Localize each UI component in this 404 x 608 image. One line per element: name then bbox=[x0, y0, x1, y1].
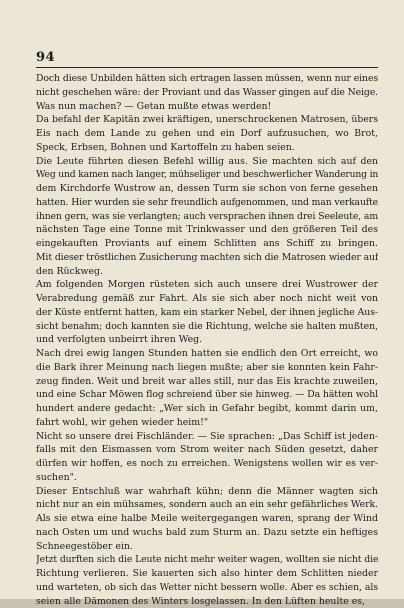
text-line: dürfen wir hoffen, es noch zu erreichen. Wenigstens wollen wir es ver- bbox=[36, 457, 378, 471]
paragraph bbox=[36, 553, 378, 608]
text-line: nächsten Tage eine Tonne mit Trinkwasser und den größeren Teil des bbox=[36, 223, 378, 237]
text-line: nicht geschehen wäre: der Proviant und das Wasser gingen auf die Neige. bbox=[36, 86, 378, 100]
text-line: Was nun machen? — Getan mußte etwas werden! bbox=[36, 100, 378, 114]
paragraph bbox=[36, 485, 378, 554]
text-line: zeug finden. Weit und breit war alles still, nur das Eis krachte zuweilen, bbox=[36, 375, 378, 389]
header-rule bbox=[36, 67, 378, 68]
paragraph bbox=[36, 72, 378, 113]
text-line: sicht benahm; doch kannten sie die Richtung, welche sie halten mußten, bbox=[36, 320, 378, 334]
text-line: und verfolgten unbeirrt ihren Weg. bbox=[36, 333, 378, 347]
paragraph bbox=[36, 155, 378, 279]
text-line: Mit dieser tröstlichen Zusicherung machten sich die Matrosen wieder auf bbox=[36, 251, 378, 265]
text-line: den Rückweg. bbox=[36, 265, 378, 279]
text-line: die Bark ihrer Meinung nach liegen mußte; aber sie konnten kein Fahr- bbox=[36, 361, 378, 375]
text-line: Weg und kamen nach langer, mühseliger und beschwerlicher Wanderung in bbox=[36, 168, 378, 182]
text-line: der Küste entfernt hatten, kam ein starker Nebel, der ihnen jegliche Aus- bbox=[36, 306, 378, 320]
text-line: Als sie etwa eine halbe Meile weitergegangen waren, sprang der Wind bbox=[36, 512, 378, 526]
text-line: Jetzt durften sich die Leute nicht mehr weiter wagen, wollten sie nicht die bbox=[36, 553, 378, 567]
body-text bbox=[36, 72, 378, 608]
text-line: ihnen gern, was sie verlangten; auch versprachen ihnen drei Seeleute, am bbox=[36, 210, 378, 224]
text-line: Richtung verlieren. Sie kauerten sich also hinter dem Schlitten nieder bbox=[36, 567, 378, 581]
paragraph bbox=[36, 278, 378, 347]
text-line: und warteten, ob sich das Wetter nicht bessern wolle. Aber es schien, als bbox=[36, 581, 378, 595]
paragraph bbox=[36, 347, 378, 430]
text-line: nach Osten um und wuchs bald zum Sturm an. Dazu setzte ein heftiges bbox=[36, 526, 378, 540]
text-line: Am folgenden Morgen rüsteten sich auch unsere drei Wustrower der bbox=[36, 278, 378, 292]
text-line: hatten. Hier wurden sie sehr freundlich aufgenommen, und man verkaufte bbox=[36, 196, 378, 210]
text-line: Schneegestöber ein. bbox=[36, 540, 378, 554]
text-line: falls mit den Eismassen vom Strom weiter nach Süden gesetzt, daher bbox=[36, 443, 378, 457]
text-line: Nicht so unsere drei Fischländer. — Sie sprachen: „Das Schiff ist jeden- bbox=[36, 430, 378, 444]
paragraph bbox=[36, 430, 378, 485]
text-line: Doch diese Unbilden hätten sich ertragen lassen müssen, wenn nur eines bbox=[36, 72, 378, 86]
paragraph bbox=[36, 113, 378, 154]
text-line: suchen". bbox=[36, 471, 378, 485]
text-line: Speck, Erbsen, Bohnen und Kartoffeln zu haben seien. bbox=[36, 141, 378, 155]
text-line: fahrt wohl, wir gehen wieder heim!" bbox=[36, 416, 378, 430]
text-line: Die Leute führten diesen Befehl willig aus. Sie machten sich auf den bbox=[36, 155, 378, 169]
text-line: Verabredung gemäß zur Fahrt. Als sie sich aber noch nicht weit von bbox=[36, 292, 378, 306]
text-line: Da befahl der Kapitän zwei kräftigen, unerschrockenen Matrosen, übers bbox=[36, 113, 378, 127]
text-line: eingekauften Proviants auf einem Schlitten ans Schiff zu bringen. bbox=[36, 237, 378, 251]
text-line: seien alle Dämonen des Winters losgelassen. In den Lüften heulte es, bbox=[36, 595, 378, 608]
page-number: 94 bbox=[36, 50, 55, 65]
text-line: dem Kirchdorfe Wustrow an, dessen Turm sie schon von ferne gesehen bbox=[36, 182, 378, 196]
text-line: Eis nach dem Lande zu gehen und ein Dorf aufzusuchen, wo Brot, bbox=[36, 127, 378, 141]
text-line: hundert andere gedacht: „Wer sich in Gefahr begibt, kommt darin um, bbox=[36, 402, 378, 416]
text-line: Nach drei ewig langen Stunden hatten sie endlich den Ort erreicht, wo bbox=[36, 347, 378, 361]
text-line: und eine Schar Möwen flog schreiend über sie hinweg. — Da hätten wohl bbox=[36, 388, 378, 402]
text-line: nicht nur an ein mühsames, sondern auch an ein sehr gefährliches Werk. bbox=[36, 498, 378, 512]
text-line: Dieser Entschluß war wahrhaft kühn; denn die Männer wagten sich bbox=[36, 485, 378, 499]
